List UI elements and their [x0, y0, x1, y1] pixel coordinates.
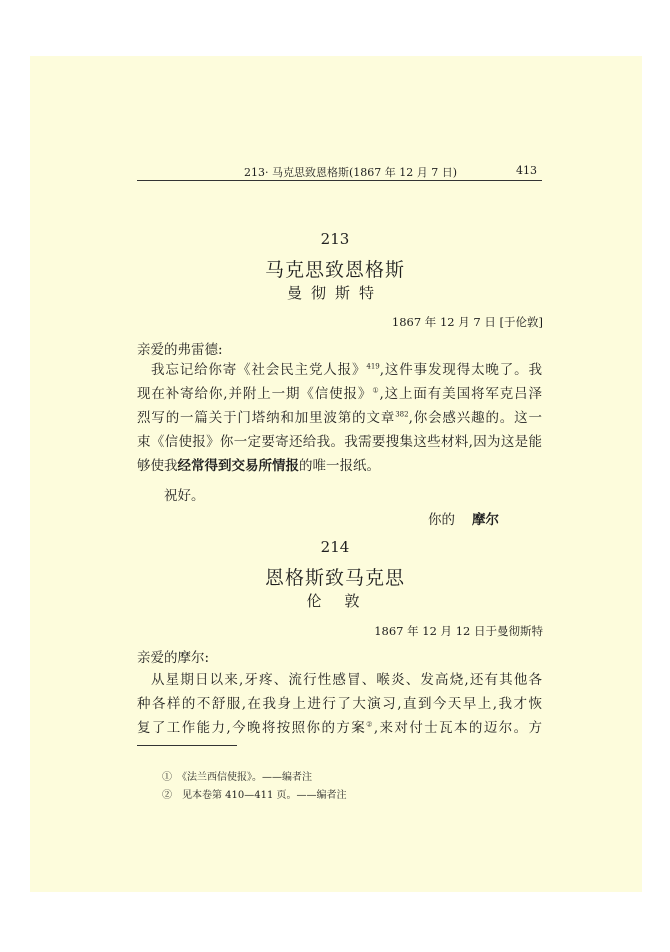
footnote-rule — [137, 745, 237, 746]
text-line: 够使我经常得到交易所情报的唯一报纸。 — [137, 458, 380, 474]
running-title: 213· 马克思致恩格斯(1867 年 12 月 7 日) — [244, 166, 458, 179]
emphasis: 经常得到交易所情报 — [177, 458, 299, 474]
footnote: ② 见本卷第 410—411 页。——编者注 — [162, 790, 347, 801]
text-line: 烈写的一篇关于门塔纳和加里波第的文章$^{382}$,你会感兴趣的。这一 — [137, 410, 542, 426]
letter-place: 曼彻斯特 — [286, 284, 383, 302]
letter-number: 213 — [320, 230, 350, 248]
text-line: 从星期日以来,牙疼、流行性感冒、喉炎、发高烧,还有其他各 — [151, 672, 542, 688]
text-line: 我忘记给你寄《社会民主党人报》$^{419}$,这件事发现得太晚了。我 — [151, 362, 543, 378]
text-line: 种各样的不舒服,在我身上进行了大演习,直到今天早上,我才恢 — [137, 696, 542, 712]
letter-place: 伦 敦 — [306, 592, 364, 610]
signature: 摩尔 — [472, 512, 499, 528]
footnote: ① 《法兰西信使报》。——编者注 — [162, 772, 312, 783]
signoff: 你的 — [428, 512, 455, 528]
text-line: 复了工作能力,今晚将按照你的方案②,来对付士瓦本的迈尔。方 — [137, 720, 543, 736]
letter-date: 1867 年 12 月 12 日于曼彻斯特 — [374, 624, 543, 638]
closing: 祝好。 — [164, 488, 205, 504]
salutation: 亲爱的弗雷德: — [137, 342, 223, 358]
letter-number: 214 — [320, 538, 350, 556]
letter-date: 1867 年 12 月 7 日 [于伦敦] — [391, 315, 543, 329]
text-line: 束《信使报》你一定要寄还给我。我需要搜集这些材料,因为这是能 — [137, 434, 542, 450]
letter-title: 马克思致恩格斯 — [264, 259, 405, 281]
header-rule — [137, 180, 542, 181]
page-number: 413 — [516, 164, 537, 177]
text-line: 现在补寄给你,并附上一期《信使报》①,这上面有美国将军克吕泽 — [137, 386, 542, 402]
letter-title: 恩格斯致马克思 — [264, 567, 405, 589]
salutation: 亲爱的摩尔: — [137, 650, 210, 666]
